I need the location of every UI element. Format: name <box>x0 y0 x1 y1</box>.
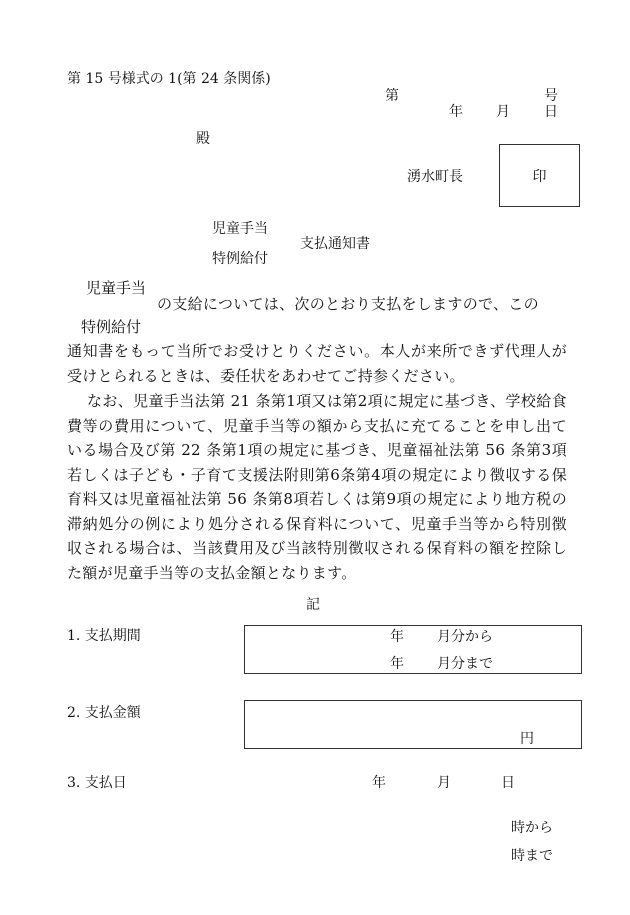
period-year-1: 年 <box>390 629 404 645</box>
title-line1: 児童手当 <box>212 221 268 237</box>
date-month: 月 <box>496 104 510 120</box>
doc-number-dai: 第 <box>385 88 399 104</box>
title-main: 支払通知書 <box>300 236 370 252</box>
addressee-suffix: 殿 <box>196 131 210 147</box>
period-year-2: 年 <box>390 656 404 672</box>
ki-heading: 記 <box>306 597 320 613</box>
title-line2: 特例給付 <box>212 251 268 267</box>
issuer-name: 湧水町長 <box>407 169 463 185</box>
period-box <box>244 625 582 674</box>
intro-rest: の支給については、次のとおり支払をしますので、この <box>157 295 539 313</box>
pay-date-month: 月 <box>437 775 451 791</box>
paragraph-2: なお、児童手当法第 21 条第1項又は第2項に規定に基づき、学校給食費等の費用について、児童手当等の額から支払に充てることを申し出ている場合及び第 22 条第1項の規定に基づき、児童福祉法第 56 条第3項若しくは子ども・子育て支援法附則第6条第4項の規定により徴収する保育料又は児童福祉法第 56 条第8項若しくは第9項の規定により地方税の滞納処分の例により処分される保育料について、児童手当等から特別徴収される場合は、当該費用及び当該特別徴収される保育料の額を控除した額が児童手当等の支払金額となります。 <box>67 392 567 582</box>
paragraph-1: 通知書をもって当所でお受けとりください。本人が来所できず代理人が受けとられるときは、委任状をあわせてご持参ください。 <box>67 342 567 385</box>
pay-date-day: 日 <box>501 775 515 791</box>
date-day: 日 <box>544 104 558 120</box>
pay-date-year: 年 <box>372 775 386 791</box>
time-to: 時まで <box>511 848 553 864</box>
intro-line2: 特例給付 <box>81 318 142 336</box>
seal-box <box>499 144 580 207</box>
doc-number-go: 号 <box>544 88 558 104</box>
date-year: 年 <box>449 104 463 120</box>
intro-line1: 児童手当 <box>86 279 147 297</box>
period-to: 月分まで <box>437 656 493 672</box>
form-label: 第 15 号様式の 1(第 24 条関係) <box>67 71 271 87</box>
item-date-label: 3. 支払日 <box>67 775 127 791</box>
item-period-label: 1. 支払期間 <box>67 628 141 644</box>
amount-yen: 円 <box>520 731 534 747</box>
period-from: 月分から <box>437 629 493 645</box>
seal-label: 印 <box>532 168 547 185</box>
item-amount-label: 2. 支払金額 <box>67 705 141 721</box>
time-from: 時から <box>511 820 553 836</box>
